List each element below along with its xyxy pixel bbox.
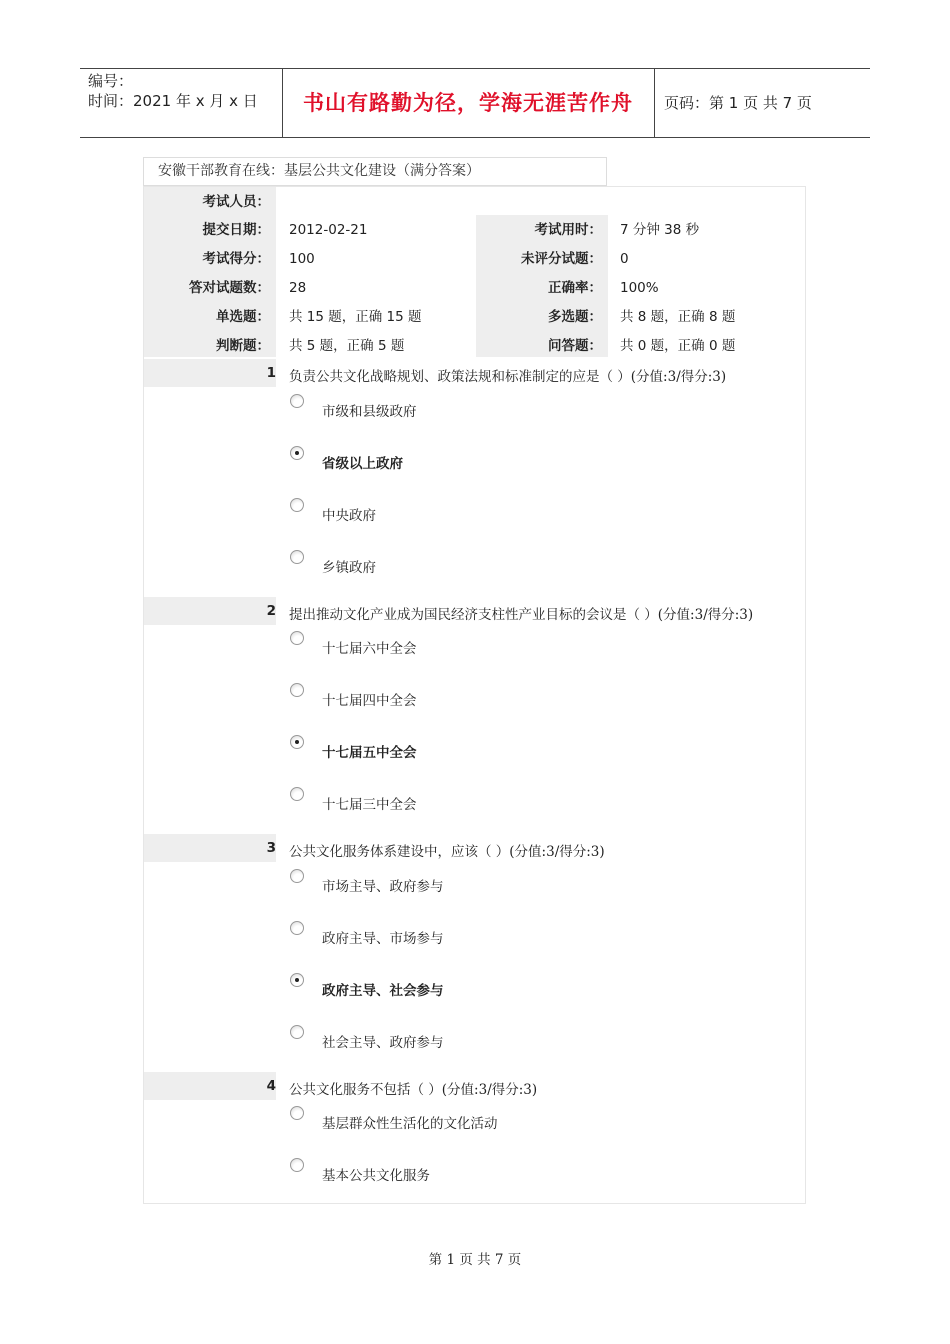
option-radio-selected[interactable] — [290, 446, 304, 460]
option-label: 十七届三中全会 — [322, 797, 417, 813]
option-label-selected: 省级以上政府 — [322, 456, 403, 472]
option-label-selected: 政府主导、社会参与 — [322, 983, 444, 999]
qa-value: 共 0 题，正确 0 题 — [620, 338, 736, 354]
option-label-selected: 十七届五中全会 — [322, 745, 417, 761]
option-radio[interactable] — [290, 683, 304, 697]
option-radio[interactable] — [290, 921, 304, 935]
option-label: 基层群众性生活化的文化活动 — [322, 1116, 498, 1132]
score-label: 考试得分： — [202, 251, 270, 267]
single-choice-label: 单选题： — [216, 309, 270, 325]
option-label: 政府主导、市场参与 — [322, 931, 444, 947]
person-label: 考试人员： — [202, 194, 270, 210]
time-label: 考试用时： — [534, 222, 602, 238]
judge-label: 判断题： — [216, 338, 270, 354]
option-radio[interactable] — [290, 1158, 304, 1172]
option-radio[interactable] — [290, 550, 304, 564]
score-value: 100 — [289, 251, 315, 267]
question-text: 提出推动文化产业成为国民经济支柱性产业目标的会议是（ ）(分值:3/得分:3) — [289, 607, 754, 623]
single-choice-value: 共 15 题，正确 15 题 — [289, 309, 422, 325]
number-label: 编号： — [88, 72, 134, 90]
multi-choice-label: 多选题： — [548, 309, 602, 325]
option-label: 社会主导、政府参与 — [322, 1035, 444, 1051]
header-page-number: 页码：第 1 页 共 7 页 — [664, 94, 812, 112]
header-meta — [88, 71, 258, 111]
question-text: 公共文化服务不包括（ ）(分值:3/得分:3) — [289, 1082, 538, 1098]
multi-choice-value: 共 8 题，正确 8 题 — [620, 309, 736, 325]
option-label: 乡镇政府 — [322, 560, 376, 576]
accuracy-value: 100% — [620, 280, 659, 296]
date-value: 2012-02-21 — [289, 222, 368, 238]
option-radio[interactable] — [290, 1106, 304, 1120]
option-label: 中央政府 — [322, 508, 376, 524]
date-label: 提交日期： — [202, 222, 270, 238]
option-radio-selected[interactable] — [290, 735, 304, 749]
qa-label: 问答题： — [548, 338, 602, 354]
question-number: 1 — [266, 365, 276, 381]
option-label: 十七届六中全会 — [322, 641, 417, 657]
option-radio[interactable] — [290, 787, 304, 801]
option-label: 市级和县级政府 — [322, 404, 417, 420]
time-label: 时间：2021 年 x 月 x 日 — [88, 92, 258, 110]
option-label: 基本公共文化服务 — [322, 1168, 430, 1184]
option-radio[interactable] — [290, 498, 304, 512]
question-number: 3 — [266, 840, 276, 856]
correct-count-value: 28 — [289, 280, 307, 296]
option-label: 十七届四中全会 — [322, 693, 417, 709]
judge-value: 共 5 题，正确 5 题 — [289, 338, 405, 354]
option-radio[interactable] — [290, 1025, 304, 1039]
page-footer: 第 1 页 共 7 页 — [428, 1252, 522, 1268]
label-column-bg — [144, 187, 276, 357]
time-value: 7 分钟 38 秒 — [620, 222, 700, 238]
accuracy-label: 正确率： — [548, 280, 602, 296]
option-radio[interactable] — [290, 394, 304, 408]
header-divider — [654, 69, 655, 137]
question-text: 公共文化服务体系建设中，应该（ ）(分值:3/得分:3) — [289, 844, 605, 860]
option-radio[interactable] — [290, 869, 304, 883]
option-radio[interactable] — [290, 631, 304, 645]
question-number: 4 — [266, 1078, 276, 1094]
exam-title: 安徽干部教育在线：基层公共文化建设（满分答案） — [143, 157, 607, 186]
unscored-label: 未评分试题： — [521, 251, 602, 267]
option-radio-selected[interactable] — [290, 973, 304, 987]
header-motto: 书山有路勤为径，学海无涯苦作舟 — [303, 91, 633, 115]
unscored-value: 0 — [620, 251, 629, 267]
document-header — [80, 68, 870, 138]
question-text: 负责公共文化战略规划、政策法规和标准制定的应是（ ）(分值:3/得分:3) — [289, 369, 727, 385]
correct-count-label: 答对试题数： — [189, 280, 270, 296]
question-number: 2 — [266, 603, 276, 619]
option-label: 市场主导、政府参与 — [322, 879, 444, 895]
